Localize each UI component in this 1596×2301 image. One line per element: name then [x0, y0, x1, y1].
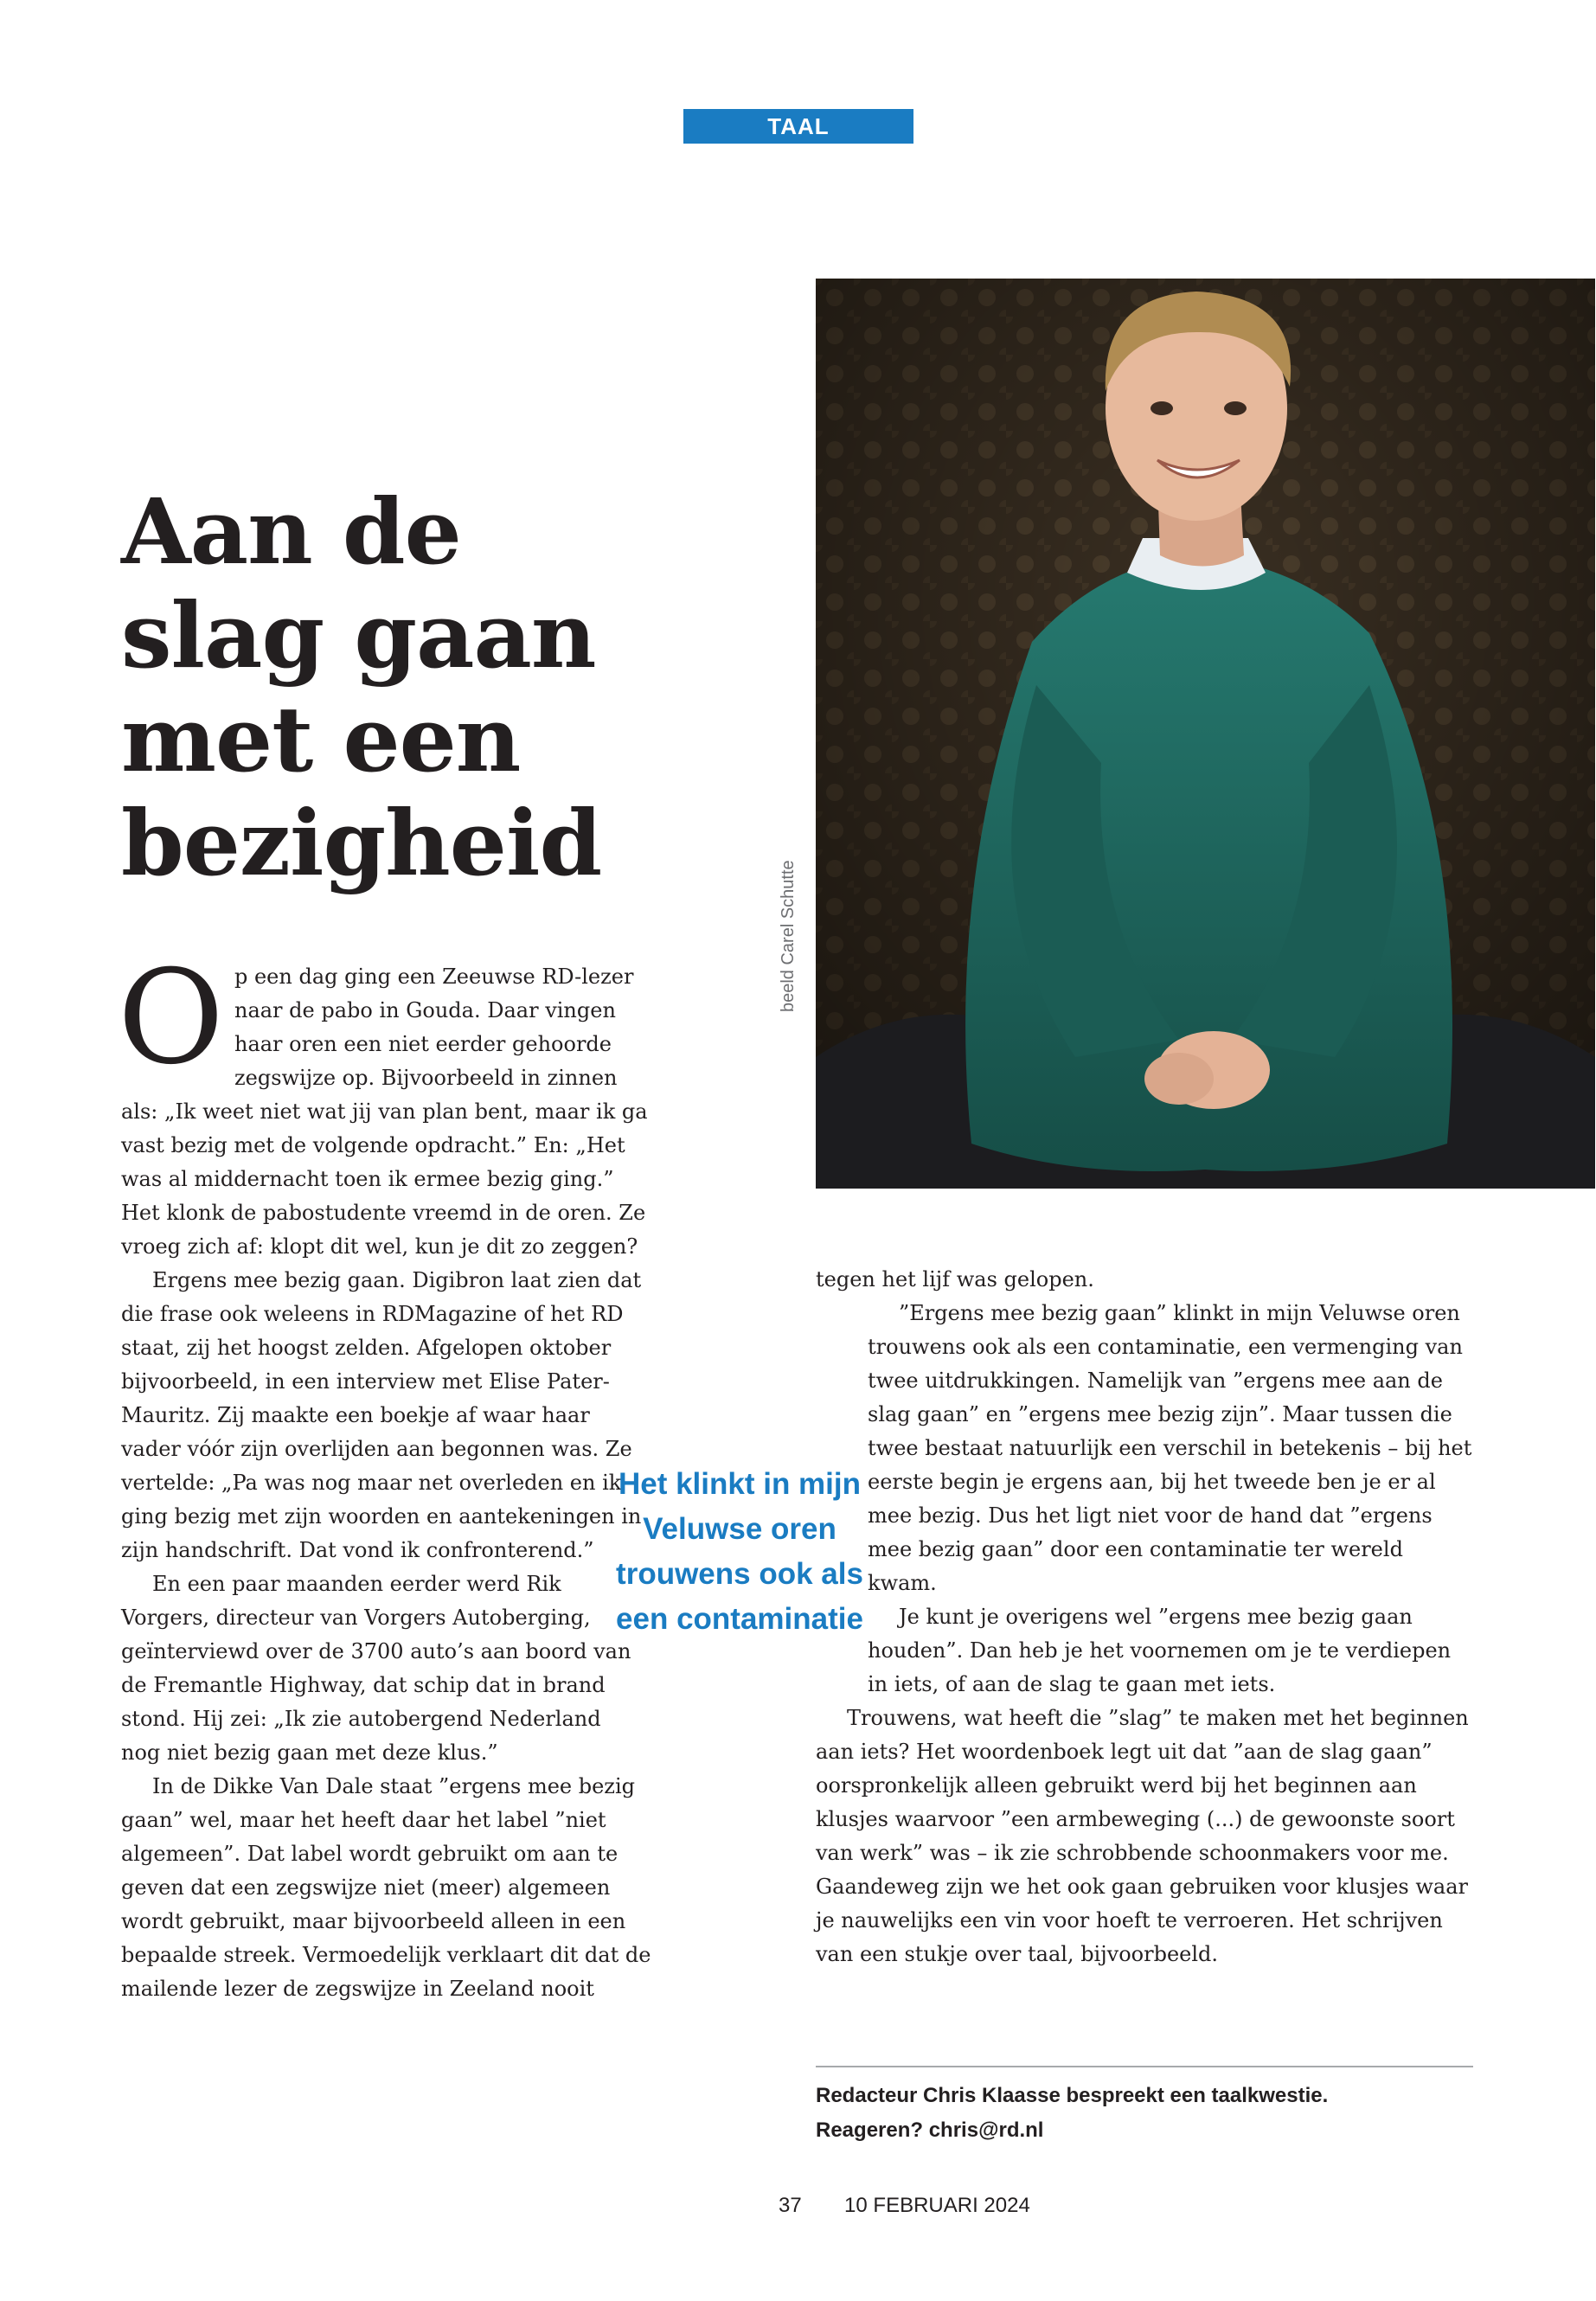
page-number: 37: [779, 2194, 802, 2217]
dropcap: O: [118, 943, 224, 1093]
paragraph: ”Ergens mee bezig gaan” klinkt in mijn Veluwse oren trouwens ook als een contaminatie, een vermenging van twee uitdrukkingen. Namelijk van ”ergens mee aan de slag gaan” en ”ergens mee bezig zijn”. Maar tussen die twee bestaat natuurlijk een verschil in betekenis – bij het eerste begin je ergens aan, bij het tweede ben je er al mee bezig. Dus het ligt niet voor de hand dat ”ergens mee bezig gaan” door een contaminatie ter wereld kwam.: [868, 1301, 1472, 1595]
issue-date: 10 FEBRUARI 2024: [844, 2194, 1030, 2217]
portrait-photo: [816, 279, 1595, 1189]
contact-line: Reageren? chris@rd.nl: [816, 2118, 1044, 2142]
paragraph-intro: Op een dag ging een Zeeuwse RD-lezer naar de pabo in Gouda. Daar vingen haar oren een niet eerder gehoorde zegswijze op. Bijvoorbeeld in zinnen als: „Ik weet niet wat jij van plan bent, maar ik ga vast bezig met de volgende opdracht.” En: „Het was al middernacht toen ik ermee bezig ging.” Het klonk de pabostudente vreemd in de oren. Ze vroeg zich af: klopt dit wel, kun je dit zo zeggen?: [118, 943, 648, 1259]
paragraph: En een paar maanden eerder werd Rik Vorgers, directeur van Vorgers Autoberging, geïnterviewd over de 3700 auto’s aan boord van de Fremantle Highway, dat schip dat in brand stond. Hij zei: „Ik zie autobergend Nederland nog niet bezig gaan met deze klus.”: [121, 1572, 631, 1765]
headline: Aan de slag gaan met een bezigheid: [121, 478, 602, 896]
body-column-right: [816, 1263, 1473, 1971]
pull-quote: Het klinkt in mijn Veluwse oren trouwens ook als een contaminatie: [616, 1467, 863, 1636]
section-tag: TAAL: [683, 109, 913, 144]
paragraph: In de Dikke Van Dale staat ”ergens mee bezig gaan” wel, maar het heeft daar het label ”niet algemeen”. Dat label wordt gebruikt om aan te geven dat een zegswijze niet (meer) algemeen wordt gebruikt, maar bijvoorbeeld alleen in een bepaalde streek. Vermoedelijk verklaart dit dat de mailende lezer de zegswijze in Zeeland nooit: [121, 1774, 651, 2001]
paragraph: Ergens mee bezig gaan. Digibron laat zien dat die frase ook weleens in RDMagazine of het RD staat, zij het hoogst zelden. Afgelopen oktober bijvoorbeeld, in een interview met Elise Pater-Mauritz. Zij maakte een boekje af waar haar vader vóór zijn overlijden aan begonnen was. Ze vertelde: „Pa was nog maar net overleden en ik ging bezig met zijn woorden en aantekeningen in zijn handschrift. Dat vond ik confronterend.”: [121, 1268, 642, 1562]
author-bio: [816, 2079, 1473, 2148]
paragraph: Trouwens, wat heeft die ”slag” te maken met het beginnen aan iets? Het woordenboek legt uit dat ”aan de slag gaan” oorspronkelijk alleen gebruikt werd bij het beginnen aan klusjes waarvoor ”een armbeweging (...) de gewoonste soort van werk” was – ik zie schrobbende schoonmakers voor me. Gaandeweg zijn we het ook gaan gebruiken voor klusjes waar je nauwelijks een vin voor hoeft te verroeren. Het schrijven van een stukje over taal, bijvoorbeeld.: [816, 1706, 1469, 1966]
page-footer: [779, 2194, 1125, 2218]
divider: [816, 2066, 1473, 2067]
paragraph: Je kunt je overigens wel ”ergens mee bezig gaan houden”. Dan heb je het voornemen om je te verdiepen in iets, of aan de slag te gaan met iets.: [868, 1605, 1452, 1696]
paragraph: tegen het lijf was gelopen.: [816, 1267, 1094, 1292]
bio-line: Redacteur Chris Klaasse bespreekt een taalkwestie.: [816, 2084, 1329, 2107]
body-column-left: [118, 943, 652, 2006]
photo-credit: beeld Carel Schutte: [779, 860, 798, 1012]
